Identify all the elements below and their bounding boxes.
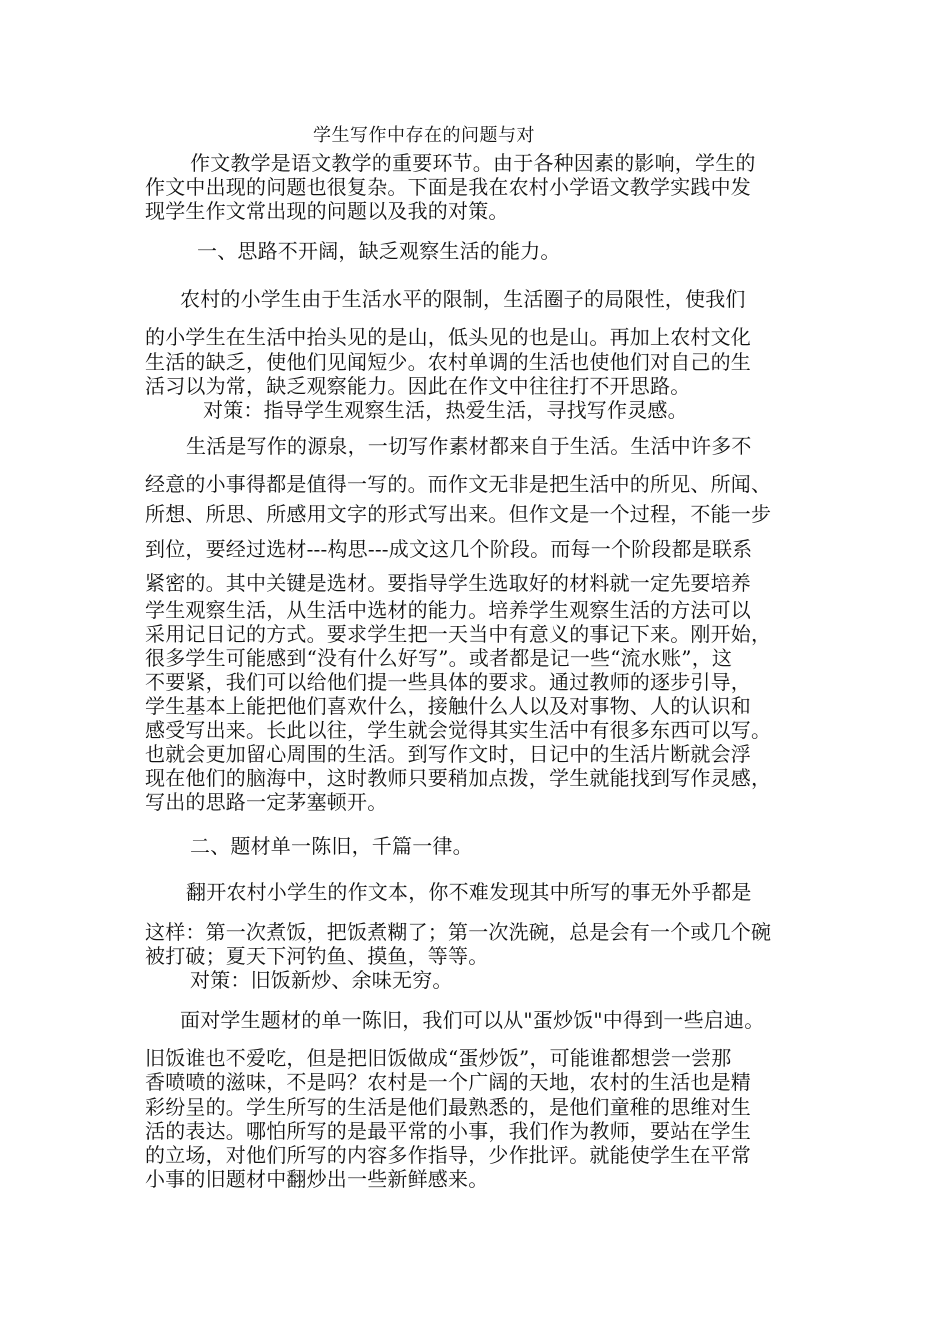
text-line: 的立场，对他们所写的内容多作指导，少作批评。就能使学生在平常 [145,1143,751,1167]
text-line: 被打破；夏天下河钓鱼、摸鱼，等等。 [145,944,489,968]
text-line: 现学生作文常出现的问题以及我的对策。 [145,199,509,223]
text-line: 对策：旧饭新炒、余味无穷。 [190,968,453,992]
text-line: 经意的小事得都是值得一写的。而作文无非是把生活中的所见、所闻、 [145,472,772,496]
text-line: 活习以为常，缺乏观察能力。因此在作文中往往打不开思路。 [145,374,691,398]
text-line: 旧饭谁也不爱吃，但是把旧饭做成“蛋炒饭”，可能谁都想尝一尝那 [145,1046,732,1070]
section-heading: 二、题材单一陈旧，千篇一律。 [190,834,473,858]
text-line: 也就会更加留心周围的生活。到写作文时，日记中的生活片断就会浮 [145,742,751,766]
text-line: 香喷喷的滋味，不是吗？农村是一个广阔的天地，农村的生活也是精 [145,1070,751,1094]
text-line: 生活的缺乏，使他们见闻短少。农村单调的生活也使他们对自己的生 [145,350,751,374]
text-line: 翻开农村小学生的作文本，你不难发现其中所写的事无外乎都是 [186,880,752,904]
text-line: 采用记日记的方式。要求学生把一天当中有意义的事记下来。刚开始， [145,622,772,646]
section-heading: 一、思路不开阔，缺乏观察生活的能力。 [197,239,561,263]
text-line: 的小学生在生活中抬头见的是山，低头见的也是山。再加上农村文化 [145,325,751,349]
text-line: 不要紧，我们可以给他们提一些具体的要求。通过教师的逐步引导， [145,670,751,694]
text-line: 农村的小学生由于生活水平的限制，生活圈子的局限性，使我们 [180,287,746,311]
text-line: 生活是写作的源泉，一切写作素材都来自于生活。生活中许多不 [186,434,752,458]
text-line: 感受写出来。长此以往，学生就会觉得其实生活中有很多东西可以写。 [145,718,772,742]
text-line: 小事的旧题材中翻炒出一些新鲜感来。 [145,1167,489,1191]
text-line: 面对学生题材的单一陈旧，我们可以从"蛋炒饭"中得到一些启迪。 [180,1008,765,1032]
text-line: 这样：第一次煮饭，把饭煮糊了；第一次洗碗，总是会有一个或几个碗 [145,920,772,944]
text-line: 所想、所思、所感用文字的形式写出来。但作文是一个过程，不能一步 [145,502,772,526]
text-line: 活的表达。哪怕所写的是最平常的小事，我们作为教师，要站在学生 [145,1119,751,1143]
text-line: 学生观察生活，从生活中选材的能力。培养学生观察生活的方法可以 [145,598,751,622]
text-line: 现在他们的脑海中，这时教师只要稍加点拨，学生就能找到写作灵感， [145,766,772,790]
text-line: 作文教学是语文教学的重要环节。由于各种因素的影响，学生的 [190,151,756,175]
document-title: 学生写作中存在的问题与对 [313,125,535,146]
text-line: 紧密的。其中关键是选材。要指导学生选取好的材料就一定先要培养 [145,571,751,595]
text-line: 对策：指导学生观察生活，热爱生活，寻找写作灵感。 [203,398,688,422]
text-line: 很多学生可能感到“没有什么好写”。或者都是记一些“流水账”，这 [145,646,733,670]
text-line: 到位，要经过选材---构思---成文这几个阶段。而每一个阶段都是联系 [145,537,753,561]
text-line: 作文中出现的问题也很复杂。下面是我在农村小学语文教学实践中发 [145,175,751,199]
text-line: 学生基本上能把他们喜欢什么，接触什么人以及对事物、人的认识和 [145,694,751,718]
text-line: 写出的思路一定茅塞顿开。 [145,790,388,814]
text-line: 彩纷呈的。学生所写的生活是他们最熟悉的，是他们童稚的思维对生 [145,1095,751,1119]
